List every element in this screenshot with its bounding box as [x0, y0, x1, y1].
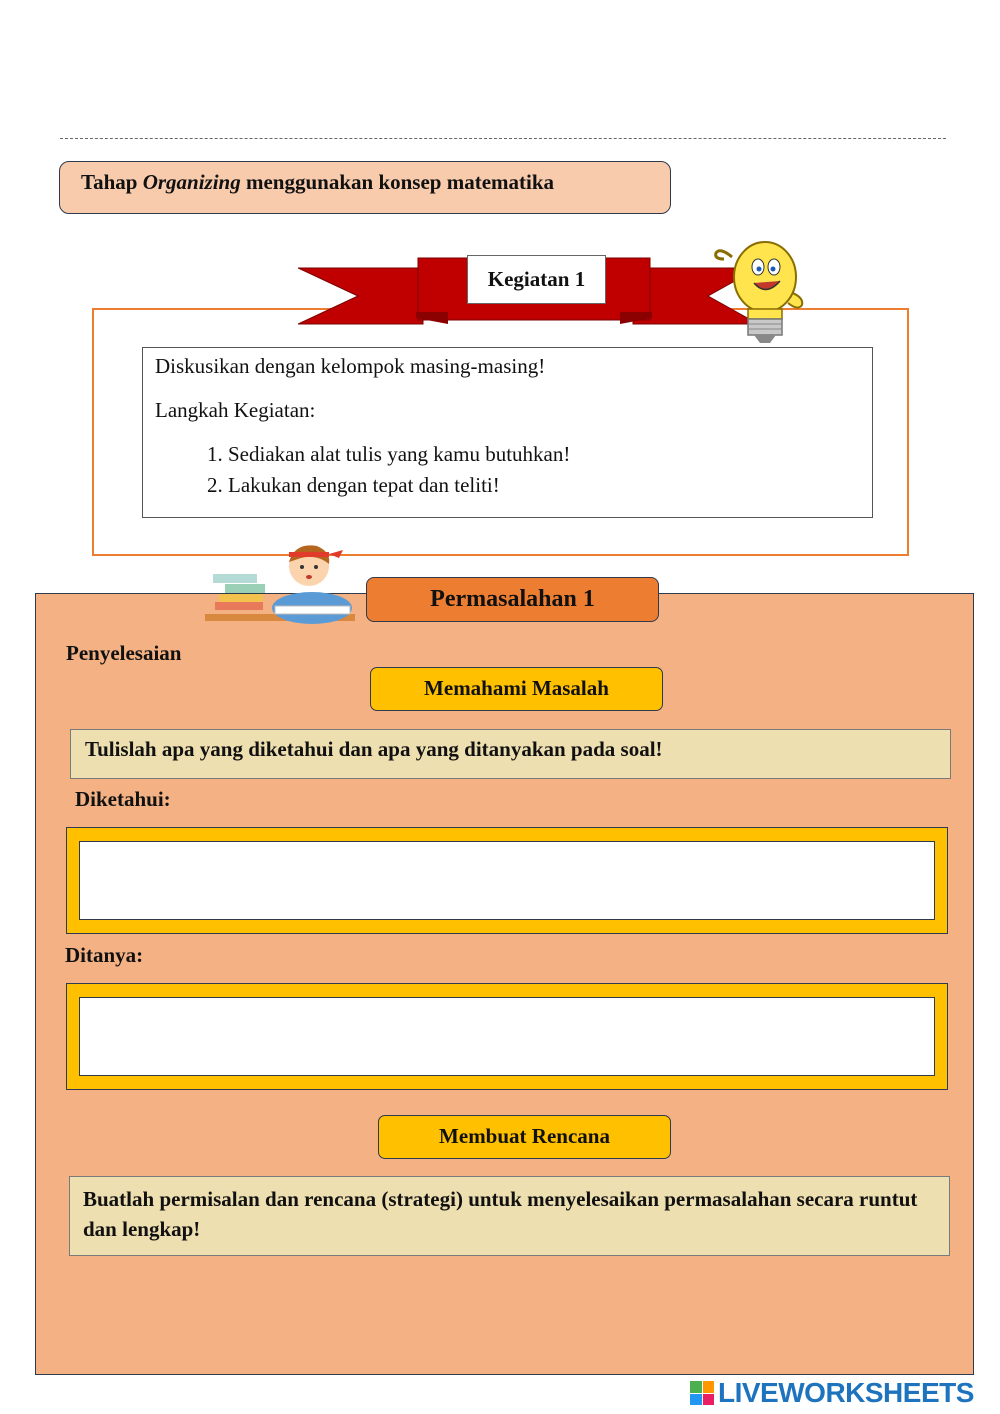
step-understand-badge: Memahami Masalah [370, 667, 663, 711]
known-answer-field[interactable] [79, 841, 935, 920]
solution-label: Penyelesaian [66, 641, 182, 665]
student-illustration [205, 540, 360, 625]
asked-answer-field[interactable] [79, 997, 935, 1076]
known-answer-frame [66, 827, 948, 934]
instruction-box [142, 347, 873, 518]
asked-label: Ditanya: [65, 943, 144, 967]
brand-logo [690, 1375, 990, 1411]
steps-heading: Langkah Kegiatan: [155, 398, 316, 422]
activity-title: Kegiatan 1 [467, 255, 606, 304]
understand-instruction: Tulislah apa yang diketahui dan apa yang ditanyakan pada soal! [70, 729, 951, 779]
known-label: Diketahui: [75, 787, 171, 811]
stage-heading-suffix: menggunakan konsep matematika [240, 170, 555, 194]
lightbulb-icon [710, 237, 810, 349]
steps-list [155, 442, 860, 498]
stage-heading [59, 161, 671, 214]
stage-heading-prefix: Tahap [81, 170, 143, 194]
brand-name: LIVEWORKSHEETS [718, 1377, 974, 1408]
step-plan-badge: Membuat Rencana [378, 1115, 671, 1159]
list-item: 2. Lakukan dengan tepat dan teliti! [228, 473, 860, 498]
problem-title: Permasalahan 1 [366, 577, 659, 622]
dashed-divider [60, 138, 946, 139]
asked-answer-frame [66, 983, 948, 1090]
stage-heading-emphasis: Organizing [142, 170, 241, 194]
plan-instruction: Buatlah permisalan dan rencana (strategi) untuk menyelesaikan permasalahan secara runtut dan lengkap! [69, 1176, 950, 1256]
activity-intro: Diskusikan dengan kelompok masing-masing! [155, 354, 546, 378]
brand-icon [690, 1381, 714, 1405]
list-item: 1. Sediakan alat tulis yang kamu butuhkan! [228, 442, 860, 467]
